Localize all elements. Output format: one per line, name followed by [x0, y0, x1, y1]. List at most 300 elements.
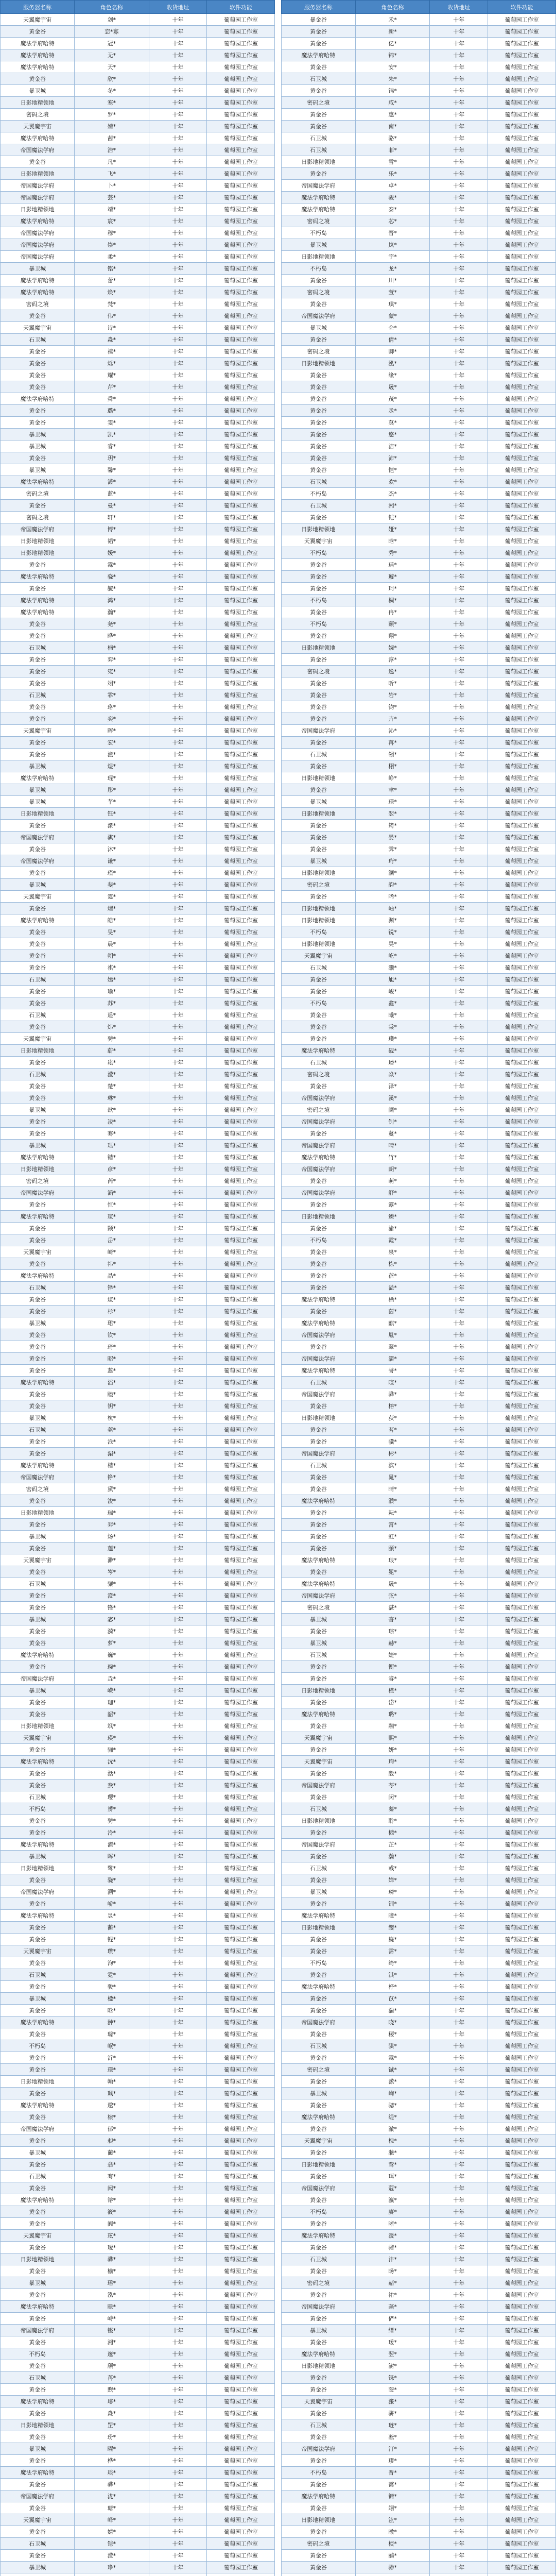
cell-address-right: 十年: [430, 1590, 488, 1602]
cell-role-left: 滔*: [75, 1377, 149, 1388]
column-gap: [275, 2230, 282, 2242]
cell-server-left: 黄金谷: [1, 1223, 75, 1234]
cell-role-right: 岚*: [356, 239, 430, 251]
cell-server-left: 帝国魔法学府: [1, 523, 75, 535]
cell-role-right: 樾*: [356, 1827, 430, 1839]
cell-server-right: 黄金谷: [281, 1080, 355, 1092]
cell-address-right: 十年: [430, 1294, 488, 1306]
column-gap: [275, 2206, 282, 2218]
table-row: [1, 2123, 556, 2135]
cell-server-left: 黄金谷: [1, 1400, 75, 1412]
cell-address-left: 十年: [149, 263, 207, 275]
cell-server-left: 石卫城: [1, 1009, 75, 1021]
cell-role-left: 飒*: [75, 1720, 149, 1732]
table-row: [1, 156, 556, 168]
cell-address-right: 十年: [430, 1412, 488, 1424]
cell-feature-left: 葡萄园工作室: [207, 1543, 275, 1554]
cell-server-left: 黄金谷: [1, 1388, 75, 1400]
cell-address-right: 十年: [430, 2538, 488, 2550]
cell-feature-right: 葡萄园工作室: [488, 737, 556, 749]
cell-server-right: 帝国魔法学府: [281, 180, 355, 192]
cell-server-left: 帝国魔法学府: [1, 2325, 75, 2336]
cell-feature-right: 葡萄园工作室: [488, 677, 556, 689]
cell-address-left: 十年: [149, 2419, 207, 2431]
cell-role-left: 遥*: [75, 1009, 149, 1021]
cell-server-right: 黄金谷: [281, 2289, 355, 2301]
cell-server-left: 黄金谷: [1, 1080, 75, 1092]
cell-address-left: 十年: [149, 926, 207, 938]
cell-role-right: 沁*: [356, 725, 430, 737]
table-header-row: [1, 1, 556, 14]
cell-server-left: 黄金谷: [1, 938, 75, 950]
cell-address-left: 十年: [149, 1412, 207, 1424]
cell-feature-right: 葡萄园工作室: [488, 2016, 556, 2028]
cell-role-right: 颐*: [356, 1543, 430, 1554]
cell-feature-right: 葡萄园工作室: [488, 1234, 556, 1246]
column-gap: [275, 168, 282, 180]
column-gap: [275, 2313, 282, 2325]
cell-feature-left: 葡萄园工作室: [207, 440, 275, 452]
cell-feature-left: 葡萄园工作室: [207, 14, 275, 26]
cell-server-left: 黄金谷: [1, 630, 75, 642]
cell-role-right: 汀*: [356, 2443, 430, 2455]
cell-address-right: 十年: [430, 381, 488, 393]
column-gap: [275, 843, 282, 855]
cell-server-left: 魔法学府哈特: [1, 595, 75, 606]
cell-role-right: 朱*: [356, 73, 430, 85]
cell-role-right: 琏*: [356, 2419, 430, 2431]
column-gap: [275, 2289, 282, 2301]
cell-role-left: 鹭*: [75, 1862, 149, 1874]
cell-feature-right: 葡萄园工作室: [488, 1543, 556, 1554]
cell-server-right: 日影地精领地: [281, 251, 355, 263]
cell-feature-right: 葡萄园工作室: [488, 1128, 556, 1140]
cell-role-left: 岳*: [75, 1234, 149, 1246]
cell-address-left: 十年: [149, 239, 207, 251]
cell-server-right: 魔法学府哈特: [281, 2230, 355, 2242]
column-gap: [275, 1151, 282, 1163]
column-gap: [275, 38, 282, 49]
cell-role-left: 杉*: [75, 1306, 149, 1317]
cell-server-left: 魔法学府哈特: [1, 772, 75, 784]
cell-address-right: 十年: [430, 2384, 488, 2396]
cell-server-left: 黄金谷: [1, 1495, 75, 1507]
cell-server-left: 黄金谷: [1, 1199, 75, 1211]
column-gap: [275, 1365, 282, 1377]
cell-address-right: 十年: [430, 962, 488, 974]
cell-feature-left: 葡萄园工作室: [207, 832, 275, 843]
cell-feature-right: 葡萄园工作室: [488, 879, 556, 891]
cell-feature-right: 葡萄园工作室: [488, 1033, 556, 1045]
cell-server-right: 黄金谷: [281, 1199, 355, 1211]
cell-server-left: 黄金谷: [1, 346, 75, 358]
cell-role-right: 渊*: [356, 914, 430, 926]
cell-server-left: 暴卫城: [1, 879, 75, 891]
cell-role-right: 棂*: [356, 2538, 430, 2550]
cell-role-left: 翀*: [75, 2016, 149, 2028]
cell-role-right: 婕*: [356, 1649, 430, 1661]
cell-address-left: 十年: [149, 2550, 207, 2562]
cell-role-right: 霞*: [356, 1234, 430, 1246]
cell-server-right: 魔法学府哈特: [281, 204, 355, 215]
cell-role-left: 瑭*: [75, 2502, 149, 2514]
cell-address-left: 十年: [149, 310, 207, 322]
cell-server-left: 帝国魔法学府: [1, 855, 75, 867]
cell-role-left: 彤*: [75, 784, 149, 796]
cell-server-right: 日影地精领地: [281, 1685, 355, 1697]
cell-role-left: 韬*: [75, 535, 149, 547]
cell-role-left: 珞*: [75, 701, 149, 713]
cell-role-left: 璎*: [75, 1791, 149, 1803]
table-row: [1, 2336, 556, 2348]
cell-address-right: 十年: [430, 1886, 488, 1898]
cell-address-left: 十年: [149, 393, 207, 405]
cell-role-left: 炜*: [75, 1021, 149, 1033]
cell-server-left: 黄金谷: [1, 986, 75, 997]
column-gap: [275, 2123, 282, 2135]
column-gap: [275, 571, 282, 583]
cell-address-left: 十年: [149, 950, 207, 962]
table-row: [1, 1886, 556, 1898]
cell-role-left: 宏*: [75, 737, 149, 749]
cell-role-left: 奕*: [75, 713, 149, 725]
table-row: [1, 1957, 556, 1969]
table-row: [1, 310, 556, 322]
column-gap: [275, 997, 282, 1009]
cell-address-right: 十年: [430, 2325, 488, 2336]
table-row: [1, 2135, 556, 2147]
cell-server-left: 黄金谷: [1, 358, 75, 369]
cell-role-right: 龙*: [356, 263, 430, 275]
table-row: [1, 891, 556, 903]
cell-address-right: 十年: [430, 1862, 488, 1874]
column-gap: [275, 14, 282, 26]
cell-address-left: 十年: [149, 1365, 207, 1377]
cell-role-left: 皓*: [75, 914, 149, 926]
table-row: [1, 1981, 556, 1993]
cell-role-left: 濛*: [75, 820, 149, 832]
table-row: [1, 749, 556, 760]
cell-address-right: 十年: [430, 2360, 488, 2372]
cell-address-left: 十年: [149, 2526, 207, 2538]
cell-server-left: 日影地精领地: [1, 1163, 75, 1175]
cell-feature-left: 葡萄园工作室: [207, 204, 275, 215]
cell-role-left: [75, 2573, 149, 2576]
table-row: [1, 2467, 556, 2479]
cell-feature-left: 葡萄园工作室: [207, 2242, 275, 2253]
cell-address-left: 十年: [149, 227, 207, 239]
table-row: [1, 2360, 556, 2372]
cell-feature-right: 葡萄园工作室: [488, 2242, 556, 2253]
cell-role-left: 欣*: [75, 73, 149, 85]
cell-role-left: 沧*: [75, 1436, 149, 1448]
cell-server-right: 帝国魔法学府: [281, 1780, 355, 1791]
cell-role-right: 缇*: [356, 2111, 430, 2123]
cell-role-left: 晖*: [75, 725, 149, 737]
table-row: [1, 654, 556, 666]
cell-role-left: 天*: [75, 61, 149, 73]
table-row: [1, 1756, 556, 1768]
table-row: [1, 618, 556, 630]
cell-feature-right: [488, 2573, 556, 2576]
cell-server-right: 黄金谷: [281, 1531, 355, 1543]
cell-role-left: 昶*: [75, 2135, 149, 2147]
cell-address-left: 十年: [149, 559, 207, 571]
cell-role-right: 镛*: [356, 2490, 430, 2502]
table-row: [1, 1720, 556, 1732]
cell-feature-right: 葡萄园工作室: [488, 796, 556, 808]
cell-feature-left: 葡萄园工作室: [207, 1708, 275, 1720]
table-row: [1, 393, 556, 405]
cell-address-right: 十年: [430, 2336, 488, 2348]
cell-server-left: 黄金谷: [1, 2159, 75, 2171]
cell-address-left: 十年: [149, 1874, 207, 1886]
table-row: [1, 1661, 556, 1673]
table-row: [1, 606, 556, 618]
cell-address-left: 十年: [149, 2490, 207, 2502]
column-gap: [275, 1282, 282, 1294]
column-gap: [275, 1780, 282, 1791]
cell-feature-right: 葡萄园工作室: [488, 2502, 556, 2514]
column-gap: [275, 1353, 282, 1365]
cell-feature-right: 葡萄园工作室: [488, 1554, 556, 1566]
cell-address-right: 十年: [430, 1732, 488, 1744]
cell-feature-right: 葡萄园工作室: [488, 2206, 556, 2218]
table-row: [1, 1483, 556, 1495]
cell-address-right: 十年: [430, 2396, 488, 2408]
cell-server-right: 日影地精领地: [281, 358, 355, 369]
table-row: [1, 381, 556, 393]
cell-role-left: 霓*: [75, 1969, 149, 1981]
cell-role-left: 骐*: [75, 832, 149, 843]
column-gap: [275, 144, 282, 156]
cell-server-left: 天翼魔宇宙: [1, 1945, 75, 1957]
cell-address-left: 十年: [149, 192, 207, 204]
cell-server-left: 黄金谷: [1, 369, 75, 381]
cell-feature-left: 葡萄园工作室: [207, 677, 275, 689]
cell-server-left: 黄金谷: [1, 1519, 75, 1531]
cell-role-right: 旸*: [356, 2265, 430, 2277]
cell-role-right: 峻*: [356, 986, 430, 997]
cell-address-left: 十年: [149, 1140, 207, 1151]
cell-feature-left: 葡萄园工作室: [207, 2289, 275, 2301]
cell-role-right: 婉*: [356, 642, 430, 654]
cell-feature-right: 葡萄园工作室: [488, 1993, 556, 2005]
cell-server-left: 日影地精领地: [1, 1045, 75, 1057]
cell-address-right: 十年: [430, 286, 488, 298]
cell-server-left: 黄金谷: [1, 1436, 75, 1448]
cell-server-right: 日影地精领地: [281, 808, 355, 820]
cell-role-left: 淼*: [75, 2408, 149, 2419]
cell-role-right: 倩*: [356, 334, 430, 346]
cell-feature-right: 葡萄园工作室: [488, 1092, 556, 1104]
cell-role-right: 璇*: [356, 571, 430, 583]
cell-server-left: 不朽岛: [1, 2040, 75, 2052]
cell-feature-left: [207, 2573, 275, 2576]
cell-server-right: 日影地精领地: [281, 156, 355, 168]
cell-role-right: 淳*: [356, 654, 430, 666]
cell-feature-right: 葡萄园工作室: [488, 1661, 556, 1673]
cell-feature-left: 葡萄园工作室: [207, 417, 275, 429]
table-row: [1, 535, 556, 547]
cell-address-right: 十年: [430, 1768, 488, 1780]
cell-address-right: 十年: [430, 1495, 488, 1507]
cell-feature-right: 葡萄园工作室: [488, 820, 556, 832]
cell-role-right: 濡*: [356, 1353, 430, 1365]
cell-server-left: 黄金谷: [1, 2265, 75, 2277]
cell-role-left: 骏*: [75, 1981, 149, 1993]
cell-role-right: 骆*: [356, 132, 430, 144]
cell-feature-right: 葡萄园工作室: [488, 405, 556, 417]
table-row: [1, 1922, 556, 1934]
cell-server-left: 黄金谷: [1, 2479, 75, 2490]
cell-address-right: 十年: [430, 2052, 488, 2064]
cell-feature-right: 葡萄园工作室: [488, 1471, 556, 1483]
column-gap: [275, 1614, 282, 1625]
column-gap: [275, 275, 282, 286]
column-gap: [275, 1886, 282, 1898]
table-row: [1, 796, 556, 808]
table-row: [1, 1436, 556, 1448]
cell-address-right: 十年: [430, 867, 488, 879]
cell-server-right: 黄金谷: [281, 2218, 355, 2230]
cell-server-right: 黄金谷: [281, 1791, 355, 1803]
column-gap: [275, 1839, 282, 1851]
cell-server-left: 黄金谷: [1, 1566, 75, 1578]
cell-address-right: 十年: [430, 2431, 488, 2443]
cell-server-right: 黄金谷: [281, 1258, 355, 1270]
column-gap: [275, 2455, 282, 2467]
cell-server-right: 黄金谷: [281, 1306, 355, 1317]
column-gap: [275, 2431, 282, 2443]
column-gap: [275, 1116, 282, 1128]
cell-role-left: 蔺*: [75, 2147, 149, 2159]
cell-feature-left: 葡萄园工作室: [207, 547, 275, 559]
cell-feature-left: 葡萄园工作室: [207, 855, 275, 867]
column-gap: [275, 1625, 282, 1637]
cell-feature-left: 葡萄园工作室: [207, 1045, 275, 1057]
cell-address-left: 十年: [149, 654, 207, 666]
column-gap: [275, 358, 282, 369]
table-row: [1, 2159, 556, 2171]
cell-server-right: 黄金谷: [281, 38, 355, 49]
cell-address-right: 十年: [430, 1673, 488, 1685]
cell-server-right: 魔法学府哈特: [281, 1554, 355, 1566]
cell-feature-right: 葡萄园工作室: [488, 1424, 556, 1436]
table-row: [1, 1827, 556, 1839]
cell-address-right: 十年: [430, 1602, 488, 1614]
cell-server-left: 暴卫城: [1, 2277, 75, 2289]
cell-server-right: 天翼魔宇宙: [281, 535, 355, 547]
cell-address-left: 十年: [149, 2277, 207, 2289]
table-row: [1, 346, 556, 358]
cell-server-left: 黄金谷: [1, 2218, 75, 2230]
cell-role-right: 丞*: [356, 405, 430, 417]
cell-address-right: 十年: [430, 1092, 488, 1104]
cell-role-right: 栖*: [356, 1294, 430, 1306]
cell-server-right: 密码之境: [281, 215, 355, 227]
cell-role-left: 棣*: [75, 2111, 149, 2123]
cell-role-left: 骅*: [75, 2253, 149, 2265]
cell-address-right: 十年: [430, 1365, 488, 1377]
cell-role-left: 瓒*: [75, 1945, 149, 1957]
cell-server-right: 黄金谷: [281, 1898, 355, 1910]
cell-role-right: 沛*: [356, 452, 430, 464]
column-gap: [275, 891, 282, 903]
cell-server-right: 天翼魔宇宙: [281, 950, 355, 962]
column-gap: [275, 2218, 282, 2230]
cell-server-left: 暴卫城: [1, 1412, 75, 1424]
cell-role-left: 珺*: [75, 1317, 149, 1329]
cell-feature-right: 葡萄园工作室: [488, 1377, 556, 1388]
column-gap: [275, 2242, 282, 2253]
table-row: [1, 986, 556, 997]
cell-role-right: 珂*: [356, 583, 430, 595]
column-gap: [275, 1021, 282, 1033]
table-row: [1, 109, 556, 121]
column-gap: [275, 215, 282, 227]
cell-feature-right: 葡萄园工作室: [488, 322, 556, 334]
cell-address-right: 十年: [430, 322, 488, 334]
cell-feature-left: 葡萄园工作室: [207, 2099, 275, 2111]
cell-feature-left: 葡萄园工作室: [207, 938, 275, 950]
column-gap: [275, 1543, 282, 1554]
cell-server-left: 天翼魔宇宙: [1, 2514, 75, 2526]
column-gap: [275, 737, 282, 749]
cell-feature-right: 葡萄园工作室: [488, 2538, 556, 2550]
cell-address-left: 十年: [149, 772, 207, 784]
column-gap: [275, 926, 282, 938]
cell-role-right: 菡*: [356, 2301, 430, 2313]
cell-address-right: 十年: [430, 997, 488, 1009]
cell-address-right: 十年: [430, 2005, 488, 2016]
cell-server-right: 黄金谷: [281, 654, 355, 666]
cell-feature-right: 葡萄园工作室: [488, 2455, 556, 2467]
cell-feature-right: 葡萄园工作室: [488, 1945, 556, 1957]
cell-server-left: 日影地精领地: [1, 204, 75, 215]
table-row: [1, 1116, 556, 1128]
cell-address-left: 十年: [149, 1104, 207, 1116]
cell-address-right: 十年: [430, 2301, 488, 2313]
cell-server-left: 帝国魔法学府: [1, 1187, 75, 1199]
cell-server-right: 黄金谷: [281, 1223, 355, 1234]
cell-address-right: 十年: [430, 1033, 488, 1045]
cell-server-right: 黄金谷: [281, 1566, 355, 1578]
cell-feature-right: 葡萄园工作室: [488, 2301, 556, 2313]
cell-feature-right: 葡萄园工作室: [488, 1803, 556, 1815]
cell-server-right: [281, 2573, 355, 2576]
table-row: [1, 1543, 556, 1554]
column-gap: [275, 2064, 282, 2076]
table-row: [1, 417, 556, 429]
cell-server-left: 黄金谷: [1, 2408, 75, 2419]
cell-role-right: 娅*: [356, 523, 430, 535]
cell-address-right: 十年: [430, 1448, 488, 1460]
table-row: [1, 192, 556, 204]
column-gap: [275, 2301, 282, 2313]
cell-feature-right: 葡萄园工作室: [488, 571, 556, 583]
cell-role-right: 晋*: [356, 2467, 430, 2479]
cell-role-right: 蓁*: [356, 1803, 430, 1815]
cell-address-right: 十年: [430, 974, 488, 986]
cell-server-right: 不朽岛: [281, 263, 355, 275]
cell-role-left: 沅*: [75, 1756, 149, 1768]
column-gap: [275, 1436, 282, 1448]
cell-address-left: 十年: [149, 2147, 207, 2159]
cell-address-left: 十年: [149, 642, 207, 654]
cell-role-right: 晞*: [356, 891, 430, 903]
cell-address-left: 十年: [149, 571, 207, 583]
